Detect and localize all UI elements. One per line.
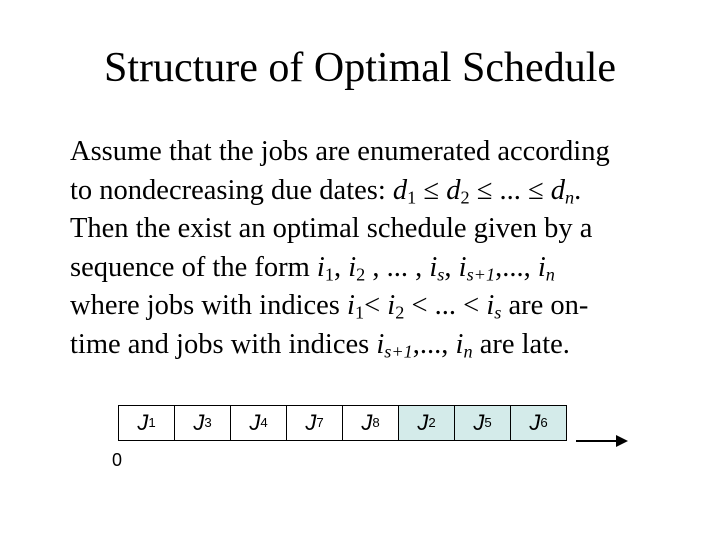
body-line-1: Assume that the jobs are enumerated according bbox=[70, 136, 610, 167]
schedule-cell-j2: J 2 bbox=[398, 405, 455, 441]
schedule-cell-j6: J 6 bbox=[510, 405, 567, 441]
schedule-cell-j4: J 4 bbox=[230, 405, 287, 441]
schedule-cell-j8: J 8 bbox=[342, 405, 399, 441]
time-axis-line bbox=[576, 440, 618, 442]
schedule-cell-j3: J 3 bbox=[174, 405, 231, 441]
time-axis-arrow-icon bbox=[616, 435, 628, 447]
schedule-cell-j1: J 1 bbox=[118, 405, 175, 441]
schedule-cell-j7: J 7 bbox=[286, 405, 343, 441]
body-line-6: time and jobs with indices $i_{s+1}$,..., $i_n$ are late. bbox=[70, 328, 570, 362]
body-line-4: sequence of the form $i_1$, $i_2$ , ... , $i_s$, $i_{s+1}$,..., $i_n$ bbox=[70, 251, 555, 285]
slide-title: Structure of Optimal Schedule bbox=[103, 45, 617, 91]
schedule-cell-j5: J 5 bbox=[454, 405, 511, 441]
schedule-bar bbox=[118, 405, 567, 441]
body-line-5: where jobs with indices $i_1< i_2$ < ... < $i_s$ are on- bbox=[70, 290, 589, 323]
body-line-3: Then the exist an optimal schedule given by a bbox=[70, 213, 593, 244]
time-origin-label: 0 bbox=[112, 450, 123, 470]
body-line-2: to nondecreasing due dates: $d_1 \le d_2$ ≤ ... ≤ $d_n$. bbox=[70, 174, 582, 208]
slide-body bbox=[70, 133, 700, 364]
